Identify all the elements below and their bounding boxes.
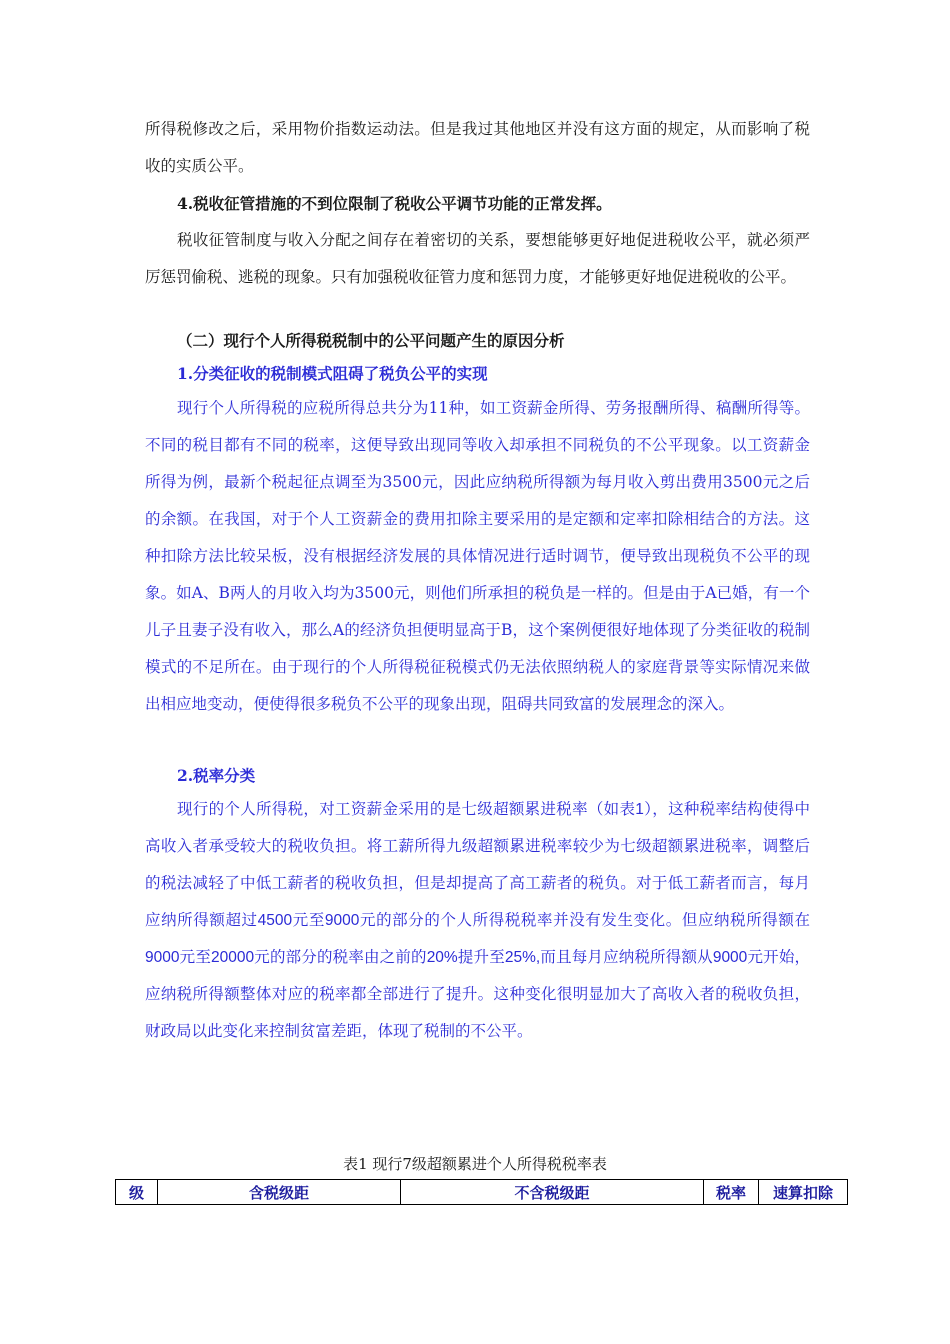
paragraph-tax-indexing: 所得税修改之后，采用物价指数运动法。但是我过其他地区并没有这方面的规定，从而影响了税收的实质公平。 — [145, 120, 810, 175]
heading-classified-collection: 1.分类征收的税制模式阻碍了税负公平的实现 — [177, 364, 488, 383]
table-caption: 表1 现行7级超额累进个人所得税税率表 — [343, 1155, 607, 1173]
header-taxable-bracket: 含税级距 — [158, 1180, 401, 1205]
paragraph-collection-enforcement: 税收征管制度与收入分配之间存在着密切的关系，要想能够更好地促进税收公平，就必须严厉惩罚偷税、逃税的现象。只有加强税收征管力度和惩罚力度，才能够更好地促进税收的公平。 — [145, 231, 810, 286]
heading-collection-measures: 4.税收征管措施的不到位限制了税收公平调节功能的正常发挥。 — [177, 194, 612, 213]
header-level: 级 — [116, 1180, 158, 1205]
tax-rate-table — [115, 1179, 848, 1205]
section-heading-causes: （二）现行个人所得税税制中的公平问题产生的原因分析 — [177, 331, 565, 350]
paragraph-tax-rate: 现行的个人所得税，对工资薪金采用的是七级超额累进税率（如表1），这种税率结构使得中高收入者承受较大的税收负担。将工薪所得九级超额累进税率较少为七级超额累进税率，调整后的税法减轻了中低工薪者的税收负担，但是却提高了高工薪者的税负。对于低工薪者而言，每月应纳所得额超过4500元至9000元的部分的个人所得税税率并没有发生变化。但应纳税所得额在9000元至20000元的部分的税率由之前的20%提升至25%,而且每月应纳税所得额从9000元开始，应纳税所得额整体对应的税率都全部进行了提升。这种变化很明显加大了高收入者的税收负担，财政局以此变化来控制贫富差距，体现了税制的不公平。 — [145, 801, 810, 1040]
header-tax-rate: 税率 — [704, 1180, 759, 1205]
table-header-row — [116, 1180, 848, 1205]
header-non-taxable-bracket: 不含税级距 — [401, 1180, 704, 1205]
heading-tax-rate-classification: 2.税率分类 — [177, 766, 256, 785]
header-quick-deduction: 速算扣除 — [759, 1180, 848, 1205]
paragraph-classified-collection: 现行个人所得税的应税所得总共分为11种，如工资薪金所得、劳务报酬所得、稿酬所得等。不同的税目都有不同的税率，这便导致出现同等收入却承担不同税负的不公平现象。以工资薪金所得为例，最新个税起征点调至为3500元，因此应纳税所得额为每月收入剪出费用3500元之后的余额。在我国，对于个人工资薪金的费用扣除主要采用的是定额和定率扣除相结合的方法。这种扣除方法比较呆板，没有根据经济发展的具体情况进行适时调节，便导致出现税负不公平的现象。如A、B两人的月收入均为3500元，则他们所承担的税负是一样的。但是由于A已婚，有一个儿子且妻子没有收入，那么A的经济负担便明显高于B，这个案例便很好地体现了分类征收的税制模式的不足所在。由于现行的个人所得税征税模式仍无法依照纳税人的家庭背景等实际情况来做出相应地变动，便使得很多税负不公平的现象出现，阻碍共同致富的发展理念的深入。 — [145, 399, 810, 713]
